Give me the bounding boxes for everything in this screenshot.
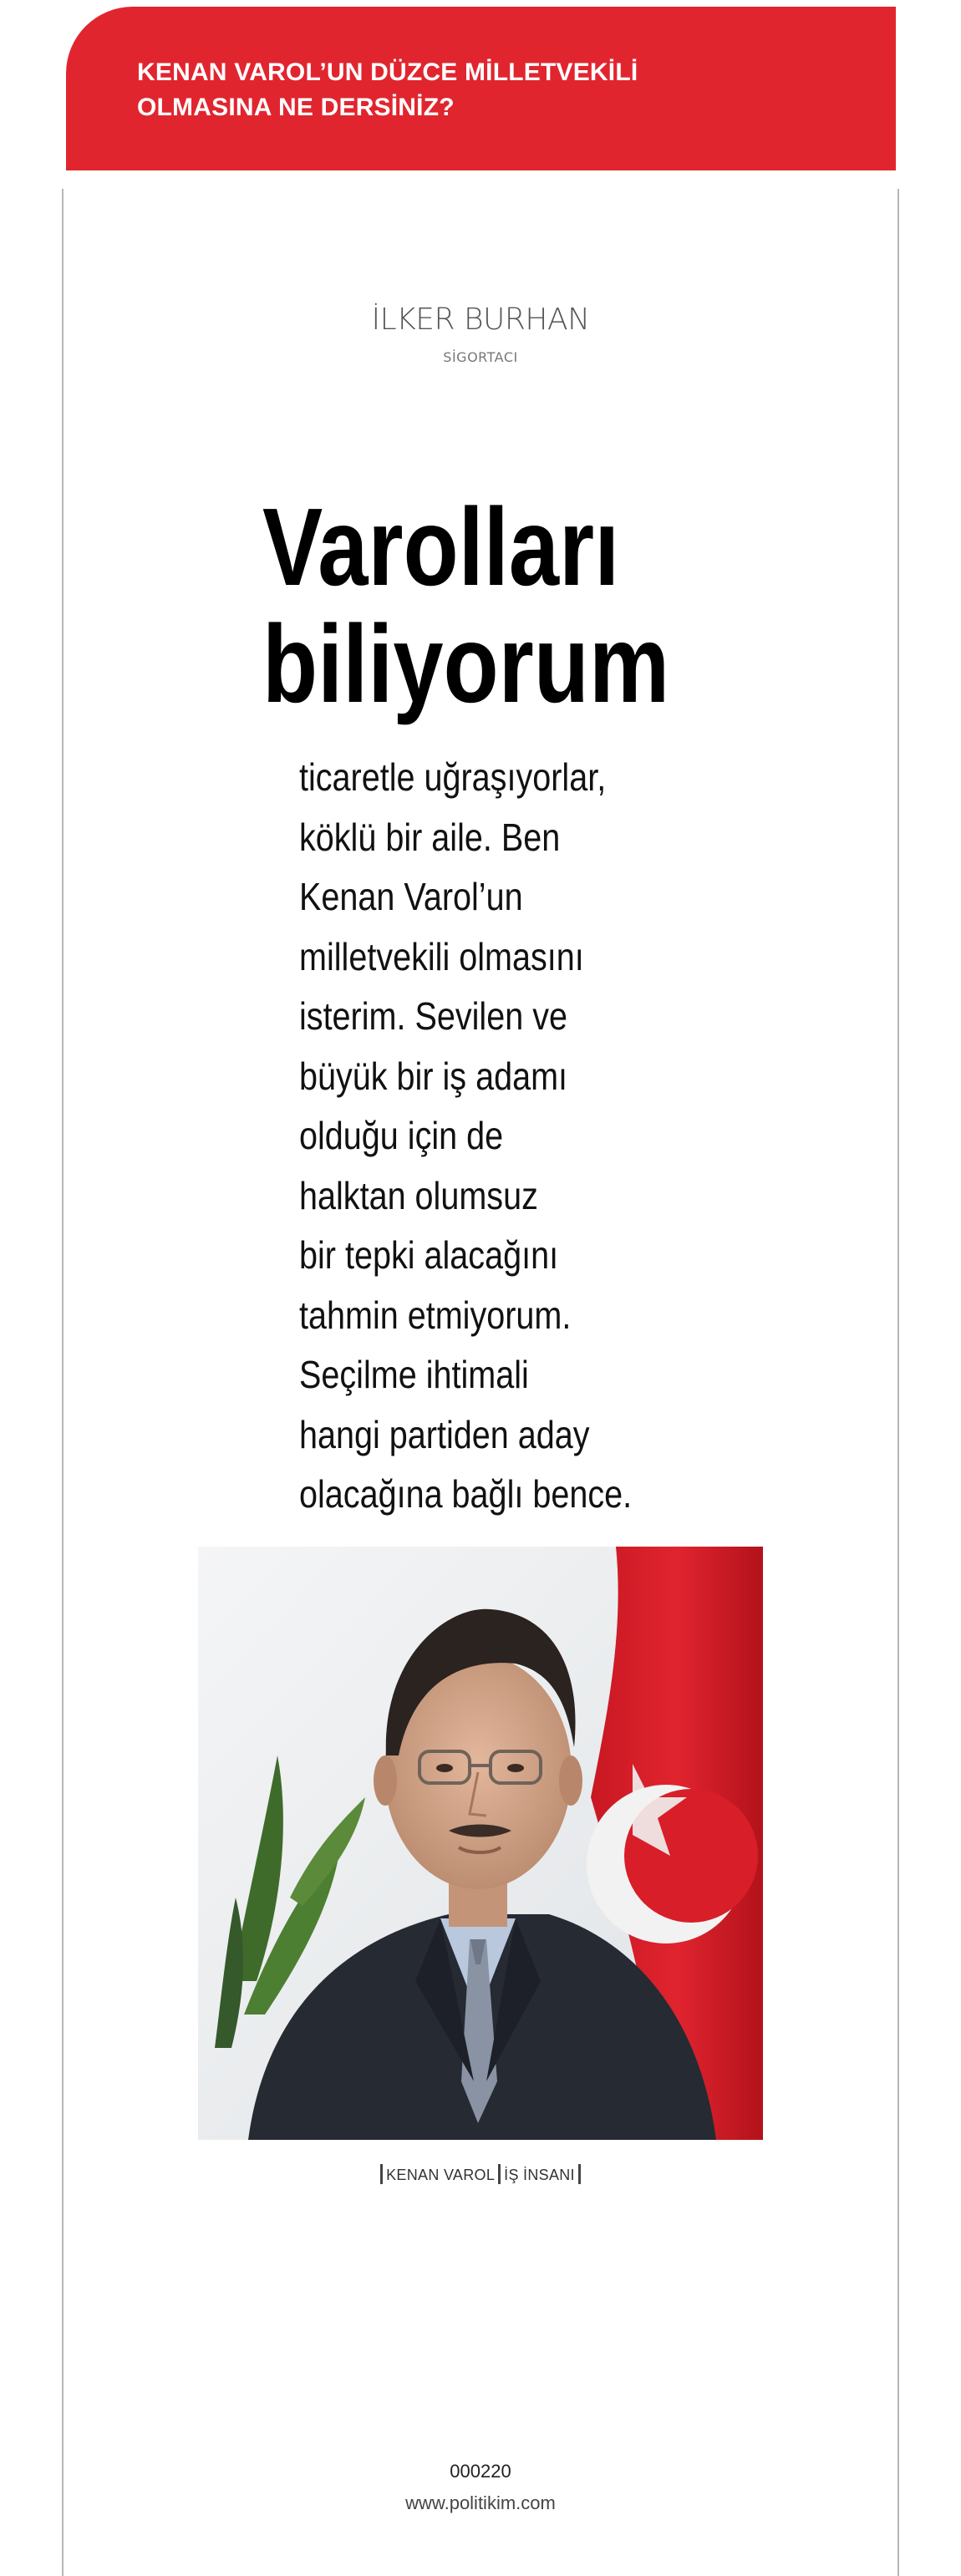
- photo-caption: [0, 2164, 961, 2184]
- banner-question: [137, 55, 638, 125]
- frame-right-border: [897, 189, 899, 2576]
- footer-code: 000220: [450, 2461, 511, 2482]
- quote-body: [299, 748, 632, 1525]
- quote-line: milletvekili olmasını: [299, 934, 584, 978]
- footer-url: www.politikim.com: [405, 2492, 556, 2513]
- caption-divider: [498, 2164, 501, 2184]
- question-banner: [66, 7, 896, 170]
- banner-question-line-1: KENAN VAROL’UN DÜZCE MİLLETVEKİLİ: [137, 58, 638, 86]
- quote-line: büyük bir iş adamı: [299, 1054, 568, 1098]
- quote-line: ticaretle uğraşıyorlar,: [299, 755, 607, 799]
- author-role: SİGORTACI: [443, 349, 518, 365]
- quote-line: köklü bir aile. Ben: [299, 815, 561, 859]
- quote-line: isterim. Sevilen ve: [299, 994, 567, 1038]
- portrait-photo: [198, 1547, 763, 2140]
- quote-line: Kenan Varol’un: [299, 875, 523, 918]
- quote-line: hangi partiden aday: [299, 1412, 590, 1456]
- quote-line: halktan olumsuz: [299, 1173, 538, 1217]
- banner-question-line-2: OLMASINA NE DERSİNİZ?: [137, 94, 455, 121]
- caption-divider: [380, 2164, 383, 2184]
- quote-line: olacağına bağlı bence.: [299, 1472, 633, 1516]
- caption-divider: [578, 2164, 581, 2184]
- quote-line: olduğu için de: [299, 1114, 504, 1157]
- caption-title: İŞ İNSANI: [504, 2167, 575, 2183]
- frame-left-border: [62, 189, 64, 2576]
- caption-name: KENAN VAROL: [386, 2167, 496, 2183]
- headline-line-2: biliyorum: [262, 602, 670, 725]
- author-name: İLKER BURHAN: [371, 302, 590, 337]
- quote-line: bir tepki alacağını: [299, 1233, 559, 1277]
- quote-line: Seçilme ihtimali: [299, 1353, 529, 1396]
- quote-line: tahmin etmiyorum.: [299, 1293, 572, 1337]
- headline-line-1: Varolları: [262, 485, 620, 608]
- headline: [262, 485, 670, 725]
